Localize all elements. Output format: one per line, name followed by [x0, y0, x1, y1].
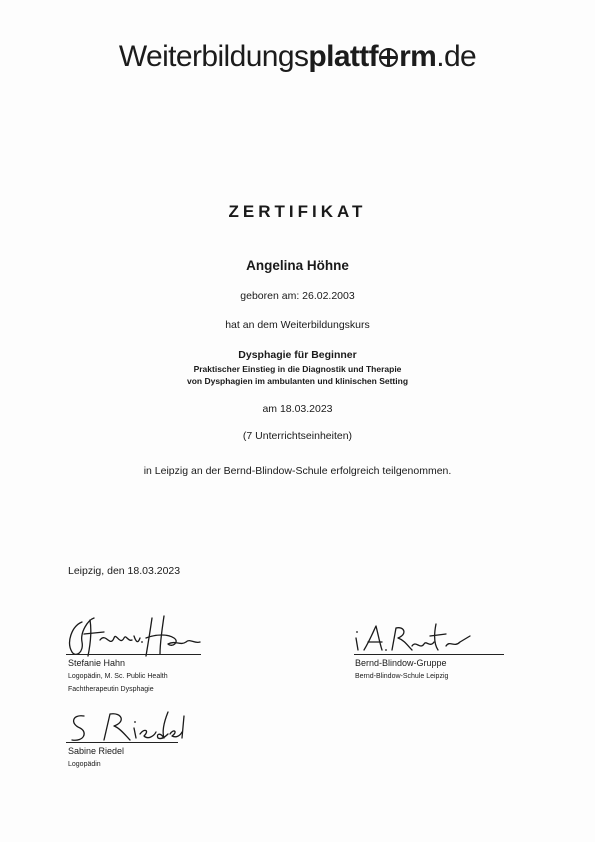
attended-line: hat an dem Weiterbildungskurs [225, 319, 370, 331]
signatory-name: Sabine Riedel [68, 746, 125, 756]
course-units: (7 Unterrichtseinheiten) [242, 430, 353, 442]
signature-sabine-riedel [64, 708, 189, 746]
signatory-title: Logopädin [68, 761, 101, 768]
course-date: am 18.03.2023 [262, 403, 333, 415]
weiterbildungsplattform-logo [0, 40, 595, 74]
logo-text-part: rm [399, 40, 437, 73]
logo-text-part: .de [436, 40, 477, 73]
course-subtitle-line-1: Praktischer Einstieg in die Diagnostik und Therapie [193, 364, 402, 374]
course-title: Dysphagie für Beginner [238, 349, 357, 361]
globe-icon [379, 48, 398, 67]
completion-statement: in Leipzig an der Bernd-Blindow-Schule erfolgreich teilgenommen. [143, 465, 452, 477]
certificate-title: ZERTIFIKAT [228, 202, 367, 221]
signature-line [66, 654, 201, 655]
signature-line [66, 742, 178, 743]
recipient-name: Angelina Höhne [246, 258, 349, 273]
signature-line [354, 654, 504, 655]
signatory-title: Fachtherapeutin Dysphagie [68, 686, 154, 693]
course-subtitle-line-2: von Dysphagien im ambulanten und klinischen Setting [186, 376, 409, 386]
birth-date-line: geboren am: 26.02.2003 [240, 290, 355, 302]
signatory-name: Bernd-Blindow-Gruppe [355, 658, 447, 668]
signature-bernd-blindow-gruppe [352, 620, 477, 656]
place-and-date: Leipzig, den 18.03.2023 [68, 565, 181, 577]
logo-text-part: Weiterbildungs [118, 40, 309, 73]
logo-text-part: plattf [308, 40, 379, 73]
signatory-name: Stefanie Hahn [68, 658, 126, 668]
signatory-title: Bernd-Blindow-Schule Leipzig [355, 673, 449, 680]
signature-stefanie-hahn [60, 612, 205, 660]
signatory-title: Logopädin, M. Sc. Public Health [68, 673, 168, 680]
